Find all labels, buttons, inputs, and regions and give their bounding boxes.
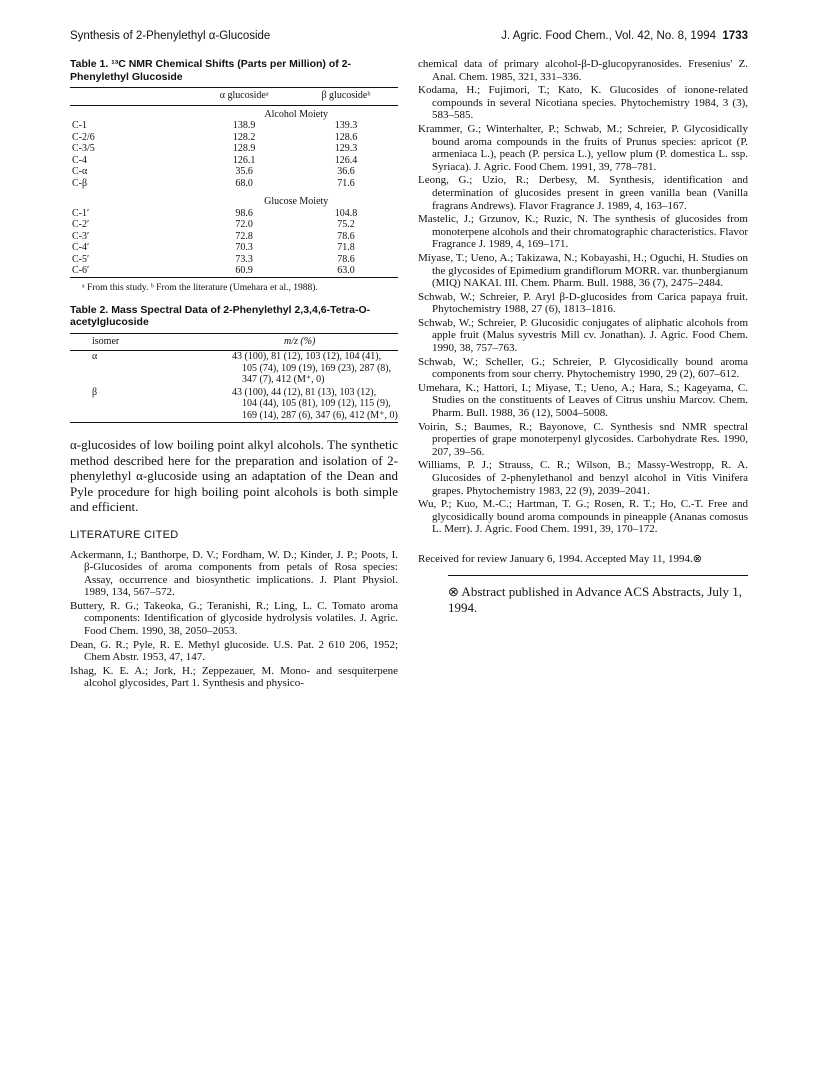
body-paragraph: α-glucosides of low boiling point alkyl alcohols. The synthetic method described here for the preparation and isolation of 2-phenylethyl α-glucoside using an adaptation of the Dean and Pyle procedure for high boiling point alcohols is both simple and efficient. bbox=[70, 437, 398, 514]
alpha-shift: 70.3 bbox=[235, 242, 253, 253]
mz-line: 169 (14), 287 (6), 347 (6), 412 (M⁺, 0) bbox=[242, 409, 398, 421]
table1-row bbox=[70, 242, 398, 254]
right-column bbox=[418, 58, 748, 616]
left-column bbox=[70, 58, 398, 691]
carbon-label: C-α bbox=[72, 166, 88, 177]
beta-shift: 128.6 bbox=[334, 131, 358, 143]
table2-col-isomer: isomer bbox=[92, 335, 120, 347]
reference-entry: Schwab, W.; Schreier, P. Aryl β-D-glucosides from Carica papaya fruit. Phytochemistry 1988, 27 (6), 1813–1816. bbox=[418, 290, 748, 316]
journal-citation bbox=[501, 30, 748, 42]
alpha-shift: 128.9 bbox=[232, 143, 256, 154]
footnote-rule bbox=[448, 575, 748, 576]
mz-line: 105 (74), 109 (19), 169 (23), 287 (8), bbox=[242, 362, 392, 374]
reference-entry: Dean, G. R.; Pyle, R. E. Methyl glucoside. U.S. Pat. 2 610 206, 1952; Chem Abstr. 1953, 47, 147. bbox=[70, 638, 398, 664]
references-left bbox=[70, 549, 398, 691]
table1-col-beta: β glucosideᵇ bbox=[321, 90, 371, 101]
reference-entry: Umehara, K.; Hattori, I.; Miyase, T.; Ueno, A.; Hara, S.; Kageyama, C. Studies on the constituents of Leaves of Citrus unshiu Marcov. Chem. Pharm. Bull. 1988, 36 (12), 5004–5008. bbox=[418, 381, 748, 420]
beta-shift: 139.3 bbox=[334, 120, 358, 131]
table2-body bbox=[70, 351, 398, 423]
beta-shift: 78.6 bbox=[337, 253, 355, 265]
table2-col-mz bbox=[232, 333, 398, 351]
table2-row bbox=[70, 351, 398, 387]
mz-line: 104 (44), 105 (81), 109 (12), 115 (9), bbox=[242, 398, 391, 409]
table1-group-spacer bbox=[70, 189, 194, 208]
carbon-label: C-1′ bbox=[72, 207, 90, 219]
received-note: Received for review January 6, 1994. Accepted May 11, 1994.⊗ bbox=[418, 552, 703, 565]
mz-line: 347 (7), 412 (M⁺, 0) bbox=[242, 374, 325, 385]
reference-entry: chemical data of primary alcohol-β-D-glucopyranosides. Fresenius' Z. Anal. Chem. 1985, 321, 331–336. bbox=[418, 58, 748, 83]
beta-shift: 71.8 bbox=[337, 242, 355, 253]
reference-entry: Buttery, R. G.; Takeoka, G.; Teranishi, R.; Ling, L. C. Tomato aroma components: Identification of glycoside hydrolysis volatiles. J. Agric. Food Chem. 1990, 38, 2050–2053. bbox=[70, 599, 398, 638]
beta-shift: 63.0 bbox=[337, 265, 355, 276]
table1-body bbox=[70, 105, 398, 277]
literature-heading: LITERATURE CITED bbox=[70, 528, 179, 541]
mz-line: 43 (100), 44 (12), 81 (13), 103 (12), bbox=[232, 386, 377, 398]
mz-line: 43 (100), 81 (12), 103 (12), 104 (41), bbox=[232, 351, 382, 362]
table1-row bbox=[70, 143, 398, 155]
reference-entry: Williams, P. J.; Strauss, C. R.; Wilson, B.; Massy-Westropp, R. A. Glucosides of 2-phenylethanol and benzyl alcohol in Vitis Vinifera grapes. Phytochemistry 1983, 22 (9), 2039–2041. bbox=[418, 459, 748, 497]
beta-shift: 104.8 bbox=[334, 207, 358, 219]
reference-entry: Voirin, S.; Baumes, R.; Bayonove, C. Synthesis snd NMR spectral properties of grape monoterpenyl glycosides. Carbohydrate Res. 1990, 207, 39–56. bbox=[418, 420, 748, 458]
reference-entry: Krammer, G.; Winterhalter, P.; Schwab, M.; Schreier, P. Glycosidically bound aroma compounds in the fruits of Prunus species: apricot (P. armeniaca L.), peach (P. persica L.), yellow plum (P. domestica L. ssp. Syriaca). J. Agric. Food Chem. 1991, 39, 778–781. bbox=[418, 122, 748, 173]
table1-col-alpha: α glucosideᵃ bbox=[219, 90, 269, 101]
beta-shift: 36.6 bbox=[337, 166, 355, 177]
alpha-shift: 35.6 bbox=[235, 166, 253, 177]
table1-row bbox=[70, 254, 398, 266]
carbon-label: C-5′ bbox=[72, 253, 90, 265]
abstract-note: ⊗ Abstract published in Advance ACS Abstracts, July 1, 1994. bbox=[448, 583, 742, 615]
table1-row bbox=[70, 132, 398, 144]
reference-entry: Kodama, H.; Fujimori, T.; Kato, K. Glucosides of ionone-related compounds in several Nicotiana species. Phytochemistry 1984, 3 (3), 583–585. bbox=[418, 84, 748, 122]
table1-group-label: Alcohol Moiety bbox=[264, 108, 328, 120]
reference-entry: Ishag, K. E. A.; Jork, H.; Zeppezauer, M. Mono- and sesquiterpene alcohol glycosides, Part 1. Synthesis and physico- bbox=[70, 664, 398, 690]
alpha-shift: 72.0 bbox=[235, 219, 253, 230]
carbon-label: C-1 bbox=[72, 120, 87, 131]
alpha-shift: 126.1 bbox=[232, 154, 256, 166]
table1-row bbox=[70, 219, 398, 231]
running-title: Synthesis of 2-Phenylethyl α-Glucoside bbox=[70, 30, 271, 42]
table2-header-row bbox=[70, 333, 398, 351]
table1-row bbox=[70, 265, 398, 277]
alpha-shift: 73.3 bbox=[235, 253, 253, 265]
table1-row bbox=[70, 178, 398, 190]
alpha-shift: 128.2 bbox=[232, 131, 256, 143]
table2-row bbox=[70, 387, 398, 423]
alpha-shift: 98.6 bbox=[235, 207, 253, 219]
carbon-label: C-β bbox=[72, 177, 88, 189]
carbon-label: C-2′ bbox=[72, 219, 90, 230]
reference-entry: Miyase, T.; Ueno, A.; Takizawa, N.; Kobayashi, H.; Oguchi, H. Studies on the glycosides of Epimedium grandiflorum MORR. var. thunbergianum (MIQ) NAKAI. III. Chem. Pharm. Bull. 1988, 36 (7), 2475–2484. bbox=[418, 251, 748, 290]
reference-entry: Schwab, W.; Scheller, G.; Schreier, P. Glycosidically bound aroma components from sour cherry. Phytochemistry 1990, 29 (2), 607–612. bbox=[418, 355, 748, 381]
table1-group-spacer bbox=[70, 105, 194, 120]
mz-label: m/z (%) bbox=[284, 335, 316, 347]
carbon-label: C-6′ bbox=[72, 265, 90, 276]
reference-entry: Schwab, W.; Schreier, P. Glucosidic conjugates of aliphatic alcohols from apple fruit (Malus syvestris Mill cv. Jonathan). J. Agric. Food Chem. 1990, 38, 757–763. bbox=[418, 316, 748, 355]
table1-caption: Table 1. ¹³C NMR Chemical Shifts (Parts per Million) of 2-Phenylethyl Glucoside bbox=[70, 58, 352, 83]
table1 bbox=[70, 87, 398, 278]
reference-entry: Wu, P.; Kuo, M.-C.; Hartman, T. G.; Rosen, R. T.; Ho, C.-T. Free and glycosidically bound aroma compounds in pineapple (Ananas comosus L. Merr). J. Agric. Food Chem. 1991, 39, 170–172. bbox=[418, 498, 748, 536]
alpha-shift: 138.9 bbox=[232, 120, 256, 131]
beta-shift: 126.4 bbox=[334, 154, 358, 166]
reference-entry: Ackermann, I.; Banthorpe, D. V.; Fordham, W. D.; Kinder, J. P.; Poots, I. β-Glucosides of aroma components from petals of Rosa species: Assay, occurrence and biosynthetic implications. J. Plant Physiol. 1989, 134, 567–572. bbox=[70, 548, 398, 599]
beta-shift: 129.3 bbox=[334, 143, 358, 154]
mz-values bbox=[232, 387, 398, 423]
table1-group-label: Glucose Moiety bbox=[264, 196, 329, 207]
table1-blank-header bbox=[70, 88, 194, 106]
mz-values bbox=[232, 351, 398, 387]
reference-entry: Mastelic, J.; Grzunov, K.; Ruzic, N. The synthesis of glucosides from monoterpene alcohols and their chromatographic characteristics. Flavor Fragrance J. 1989, 4, 169–171. bbox=[418, 213, 748, 251]
carbon-label: C-4 bbox=[72, 154, 87, 166]
table1-row bbox=[70, 155, 398, 167]
carbon-label: C-4′ bbox=[72, 242, 90, 253]
table2 bbox=[70, 333, 398, 424]
beta-shift: 71.6 bbox=[337, 177, 355, 189]
table1-row bbox=[70, 208, 398, 220]
table1-header-row bbox=[70, 88, 398, 106]
references-right bbox=[418, 58, 748, 536]
beta-shift: 78.6 bbox=[337, 230, 355, 242]
table1-group-row bbox=[70, 189, 398, 208]
carbon-label: C-3/5 bbox=[72, 143, 95, 154]
table2-caption: Table 2. Mass Spectral Data of 2-Phenylethyl 2,3,4,6-Tetra-O-acetylglucoside bbox=[70, 303, 371, 328]
carbon-label: C-2/6 bbox=[72, 131, 95, 143]
page-number: 1733 bbox=[722, 30, 748, 42]
carbon-label: C-3′ bbox=[72, 230, 90, 242]
table1-row bbox=[70, 231, 398, 243]
alpha-shift: 60.9 bbox=[235, 265, 253, 276]
reference-entry: Leong, G.; Uzio, R.; Derbesy, M. Synthesis, identification and determination of glucosides present in green vanilla bean (Vanilla fragrans Andrews). Flavor Fragrance J. 1989, 4, 163–167. bbox=[418, 174, 748, 212]
beta-shift: 75.2 bbox=[337, 219, 355, 230]
table1-row bbox=[70, 166, 398, 178]
isomer-label: β bbox=[92, 386, 98, 398]
journal-info: J. Agric. Food Chem., Vol. 42, No. 8, 1994 bbox=[501, 30, 717, 42]
alpha-shift: 68.0 bbox=[235, 177, 253, 189]
table1-footnote: ᵃ From this study. ᵇ From the literature (Umehara et al., 1988). bbox=[82, 282, 318, 293]
alpha-shift: 72.8 bbox=[235, 230, 253, 242]
table1-group-row bbox=[70, 105, 398, 120]
table1-row bbox=[70, 120, 398, 132]
isomer-label: α bbox=[92, 351, 98, 362]
